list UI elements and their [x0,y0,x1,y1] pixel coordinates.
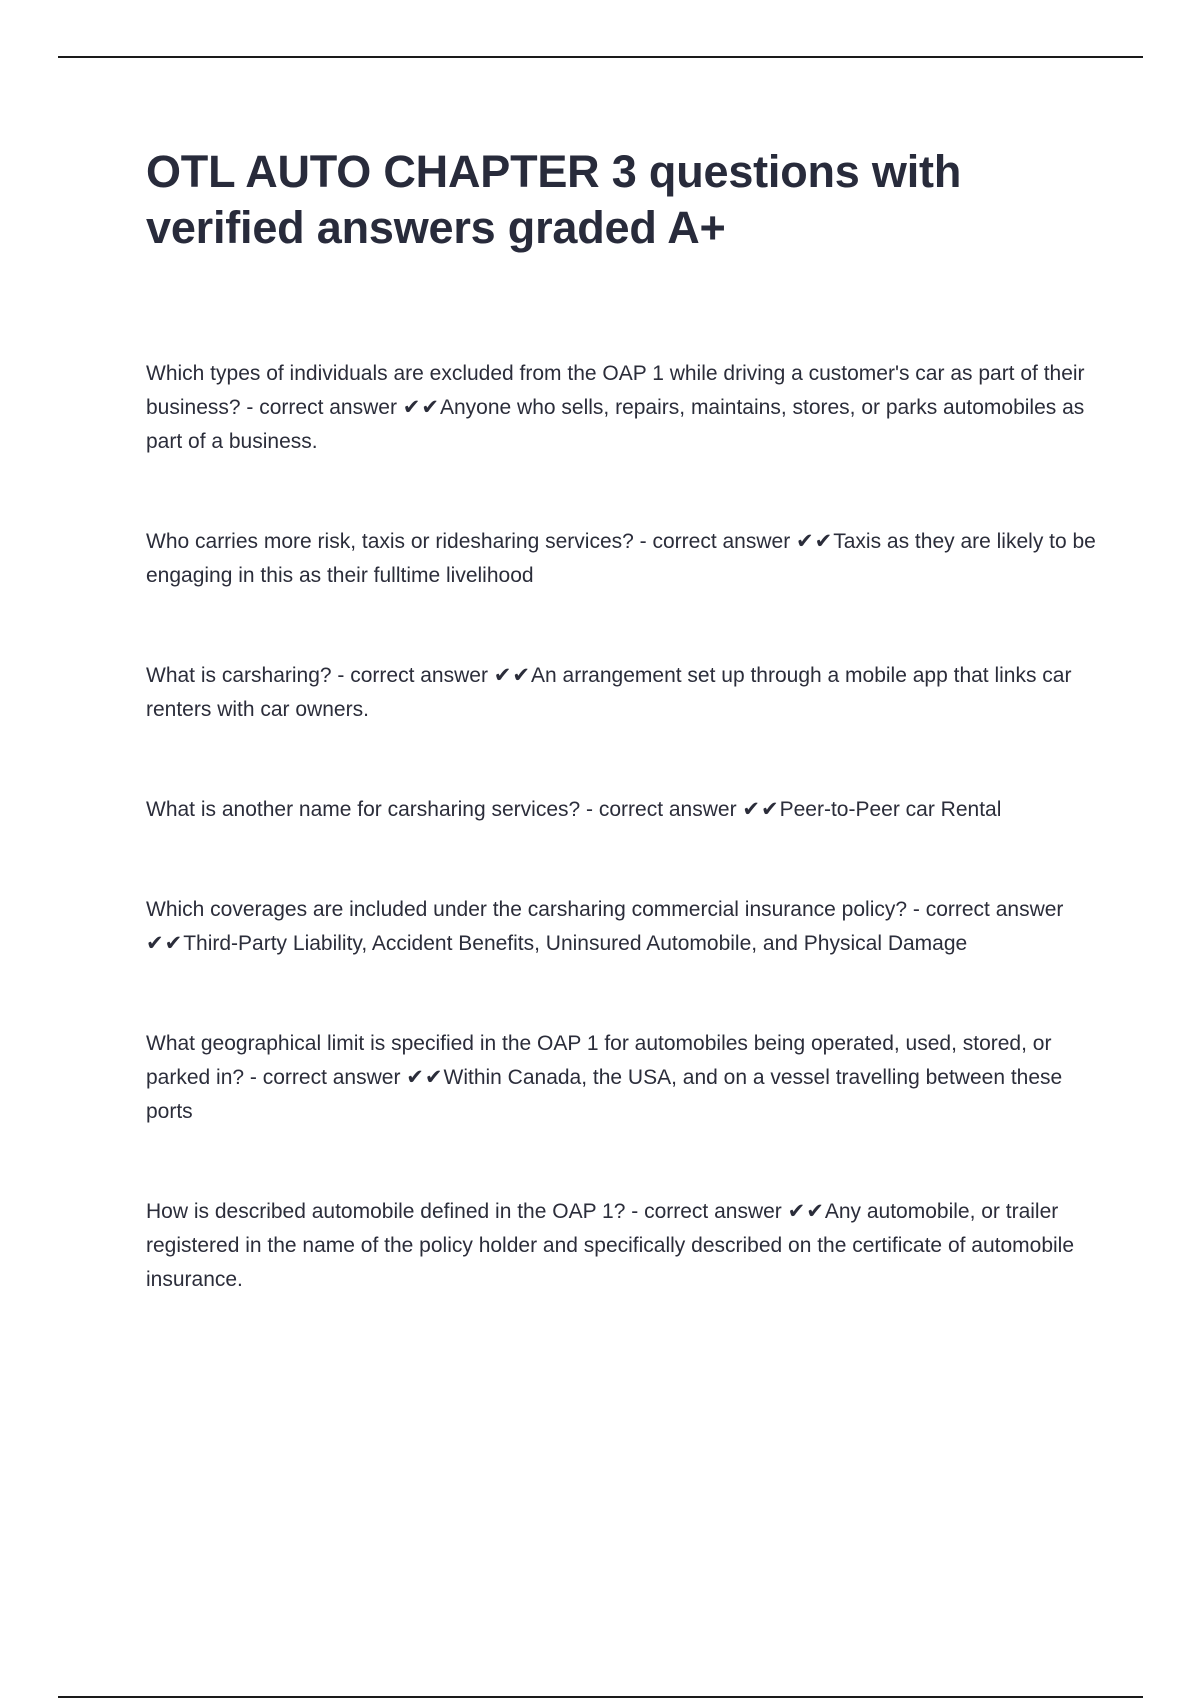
answer-text: Any automobile, or trailer registered in the name of the policy holder and specifically described on the certificate of automobile insurance. [146,1200,1075,1291]
qa-item-5 [146,893,1096,961]
qa-item-4 [146,793,1096,827]
question-text: What is another name for carsharing services? [146,798,581,821]
qa-item-6 [146,1027,1096,1129]
qa-item-7 [146,1195,1096,1297]
page-title: OTL AUTO CHAPTER 3 questions with verified answers graded A+ [146,146,962,253]
check-marks-icon: ✔✔ [796,530,834,553]
check-marks-icon: ✔✔ [406,1066,444,1089]
answer-separator: - correct answer [244,1066,407,1089]
check-marks-icon: ✔✔ [146,932,184,955]
question-text: Who carries more risk, taxis or ridesharing services? [146,530,634,553]
answer-separator: - correct answer [331,664,494,687]
qa-item-2 [146,525,1096,593]
question-text: What geographical limit is specified in the OAP 1 for automobiles being operated, used, stored, or parked in? [146,1032,1052,1089]
qa-item-3 [146,659,1096,727]
top-rule [58,56,1143,58]
answer-text: Anyone who sells, repairs, maintains, stores, or parks automobiles as part of a business. [146,396,1085,453]
qa-item-1 [146,357,1096,459]
answer-separator: - correct answer [625,1200,788,1223]
qa-list [146,357,1096,1363]
question-text: Which types of individuals are excluded from the OAP 1 while driving a customer's car as part of their business? [146,362,1085,419]
check-marks-icon: ✔✔ [787,1200,825,1223]
answer-text: An arrangement set up through a mobile app that links car renters with car owners. [146,664,1072,721]
check-marks-icon: ✔✔ [493,664,531,687]
answer-separator: - correct answer [633,530,797,553]
question-text: How is described automobile defined in the OAP 1? [146,1200,626,1223]
answer-separator: - correct answer [907,898,1064,921]
answer-separator: - correct answer [580,798,743,821]
answer-text: Peer-to-Peer car Rental [779,798,1002,821]
question-text: What is carsharing? [146,664,332,687]
answer-separator: - correct answer [240,396,403,419]
question-text: Which coverages are included under the carsharing commercial insurance policy? [146,898,908,921]
check-marks-icon: ✔✔ [742,798,780,821]
answer-text: Within Canada, the USA, and on a vessel travelling between these ports [146,1066,1063,1123]
answer-text: Third-Party Liability, Accident Benefits, Uninsured Automobile, and Physical Damage [183,932,968,955]
answer-text: Taxis as they are likely to be engaging in this as their fulltime livelihood [146,530,1096,587]
bottom-rule [58,1696,1143,1698]
check-marks-icon: ✔✔ [402,396,440,419]
